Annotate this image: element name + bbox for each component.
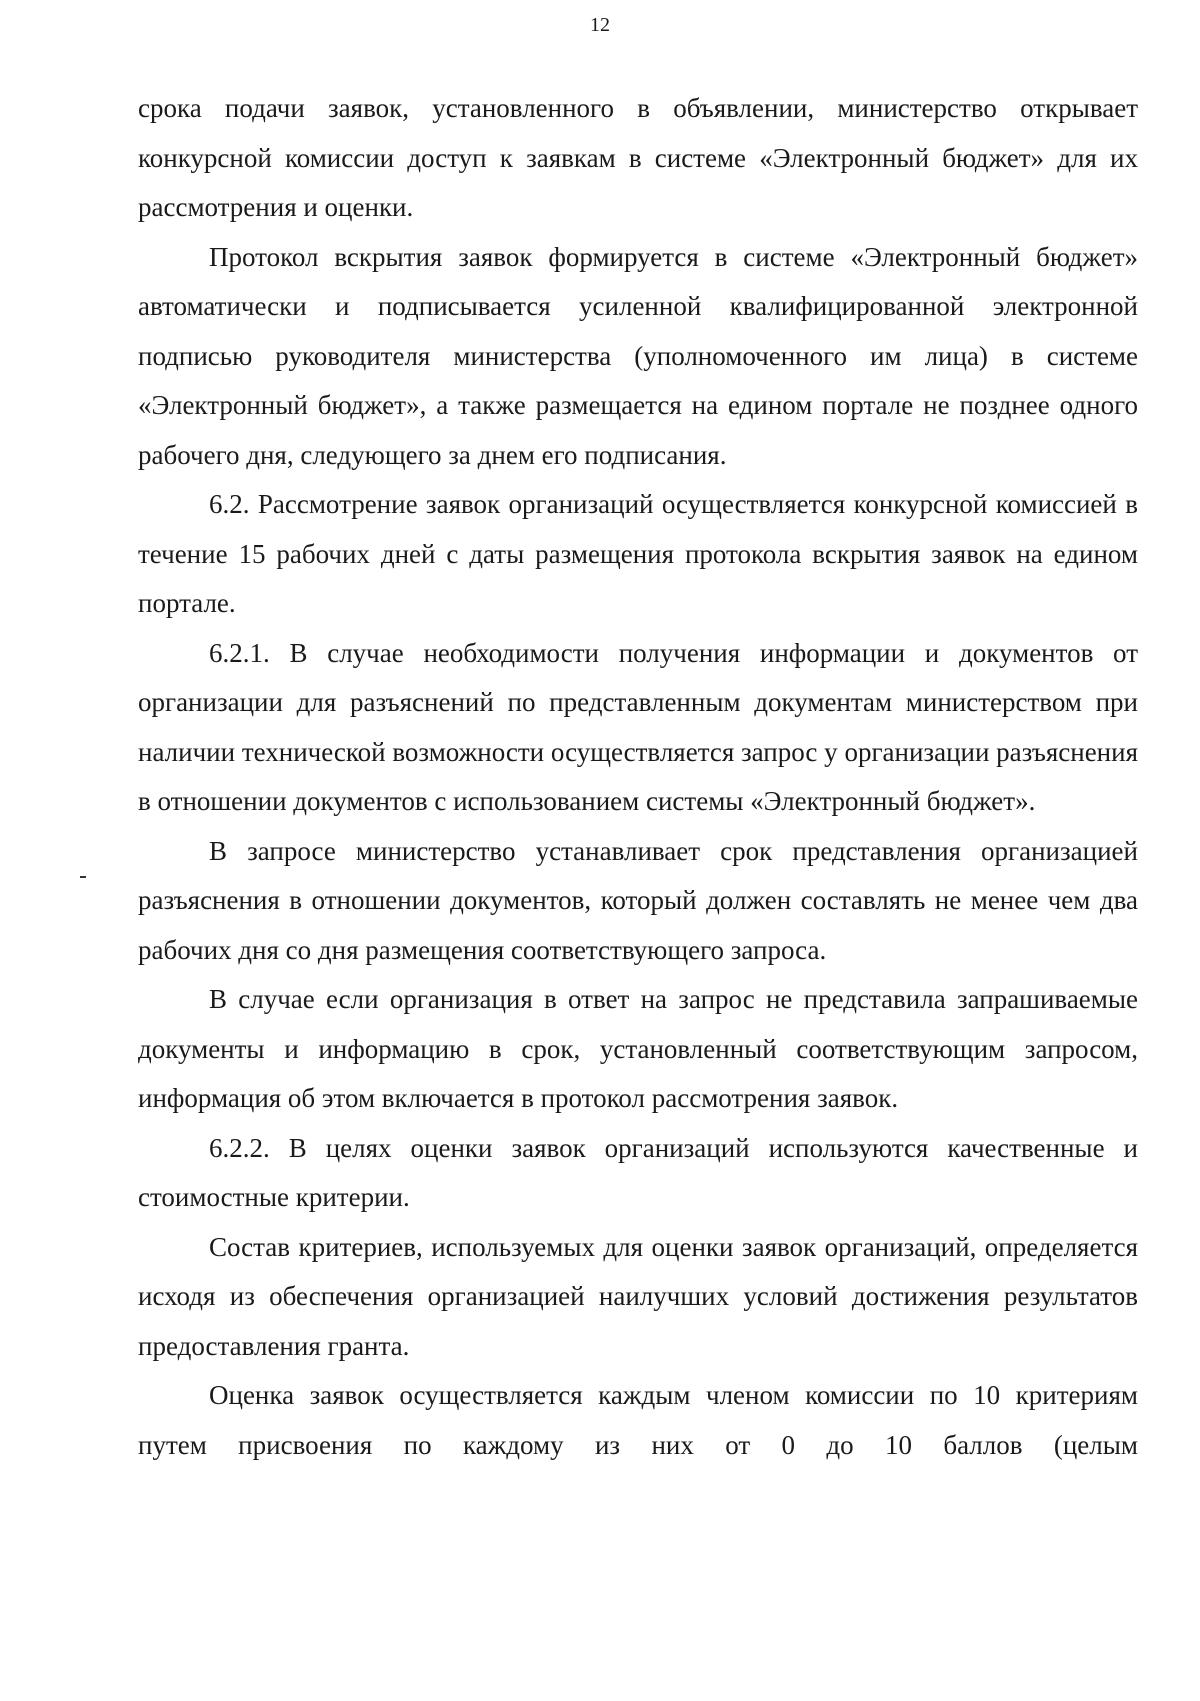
paragraph: Протокол вскрытия заявок формируется в системе «Электронный бюджет» автоматически и подписывается усиленной квалифицированной электронной подписью руководителя министерства (уполномоченного им лица) в системе «Электронный бюджет», а также размещается на едином портале не позднее одного рабочего дня, следующего за днем его подписания. [138,241,1138,470]
paragraph: 6.2.1. В случае необходимости получения информации и документов от организации для разъяснений по представленным документам министерством при наличии технической возможности осуществляется запрос у организации разъяснения в отношении документов с использованием системы «Электронный бюджет». [138,637,1138,816]
page-number: 12 [590,14,610,36]
paragraph: В запросе министерство устанавливает срок представления организацией разъяснения в отношении документов, который должен составлять не менее чем два рабочих дня со дня размещения соответствующего запроса. [138,835,1138,965]
paragraph: 6.2. Рассмотрение заявок организаций осуществляется конкурсной комиссией в течение 15 рабочих дней с даты размещения протокола вскрытия заявок на едином портале. [138,489,1138,618]
margin-mark [80,876,86,878]
paragraph: срока подачи заявок, установленного в объявлении, министерство открывает конкурсной комиссии доступ к заявкам в системе «Электронный бюджет» для их рассмотрения и оценки. [138,93,1138,222]
paragraph: Оценка заявок осуществляется каждым членом комиссии по 10 критериям путем присвоения по каждому из них от 0 до 10 баллов (целым [138,1380,1138,1460]
paragraph: Состав критериев, используемых для оценки заявок организаций, определяется исходя из обеспечения организацией наилучших условий достижения результатов предоставления гранта. [138,1231,1138,1361]
paragraph: В случае если организация в ответ на запрос не представила запрашиваемые документы и информацию в срок, установленный соответствующим запросом, информация об этом включается в протокол рассмотрения заявок. [138,984,1138,1113]
paragraph: 6.2.2. В целях оценки заявок организаций используются качественные и стоимостные критерии. [138,1132,1138,1212]
document-body [138,84,1138,1470]
